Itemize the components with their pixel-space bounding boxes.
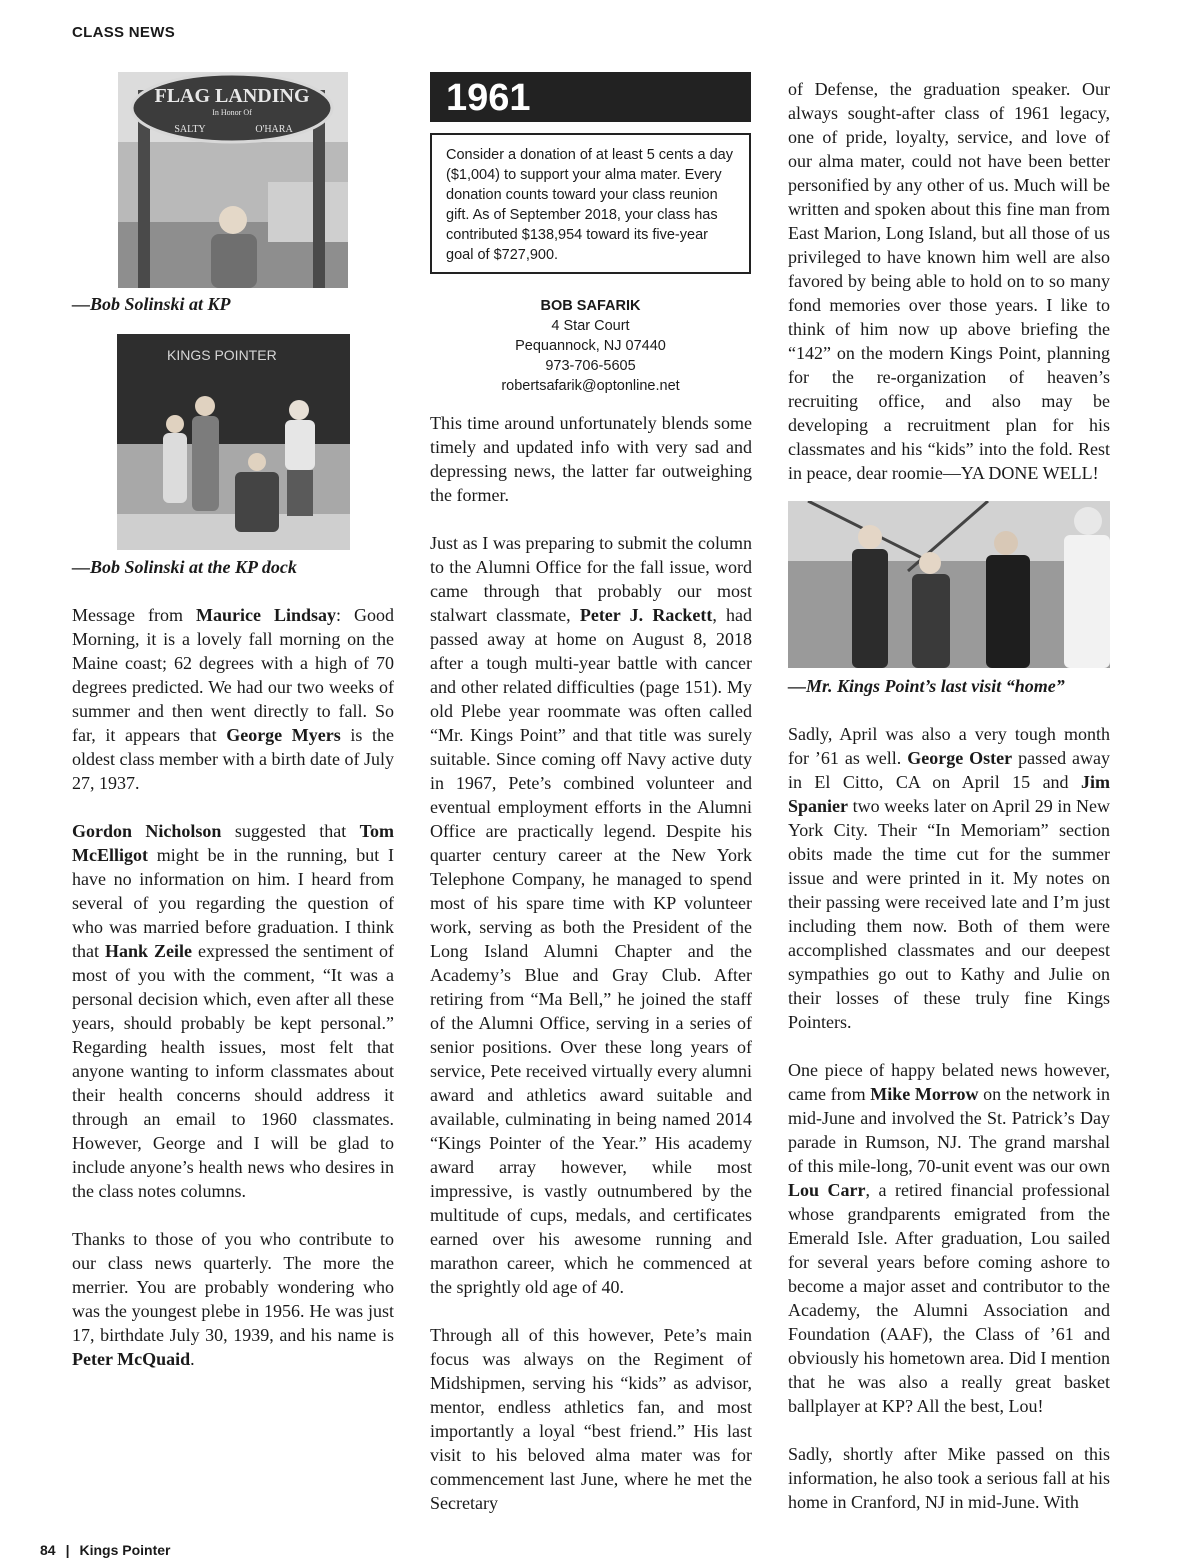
contact-email[interactable]: robertsafarik@optonline.net	[501, 378, 680, 394]
photo-last-visit	[788, 501, 1110, 668]
donation-box: Consider a donation of at least 5 cents a day ($1,004) to support your alma mater. Every donation counts toward your class reunion gift. As of September 2018, your class has contributed $138,954 toward its five-year goal of $727,900.	[430, 133, 751, 274]
column-1-text	[72, 603, 394, 1395]
contact-phone: 973-706-5605	[545, 358, 636, 374]
class-year-heading: 1961	[430, 72, 751, 122]
page-number: 84	[40, 1542, 56, 1558]
sign-right-text: O'HARA	[255, 124, 293, 135]
sign-title: FLAG LANDING	[154, 85, 310, 107]
sign-left-text: SALTY	[174, 124, 206, 135]
column-3-top-text	[788, 77, 1110, 509]
caption-last-visit: —Mr. Kings Point’s last visit “home”	[788, 676, 1065, 696]
class-contact	[430, 296, 751, 396]
photo-kp-dock	[117, 334, 350, 550]
sign-subtitle: In Honor Of	[212, 108, 252, 117]
ship-name: KINGS POINTER	[167, 347, 277, 363]
paragraph-lou-carr: One piece of happy belated news however, came from Mike Morrow on the network in mid-June and involved the St. Patrick’s Day parade in Rumson, NJ. The grand marshal of this mile-long, 70-unit event was our own Lou Carr, a retired financial professional whose grandparents emigrated from the Emerald Isle. After graduation, Lou sailed for several years before coming ashore to become a major asset and contributor to the Academy, the Alumni Association and Foundation (AAF), the Class of ’61 and obviously his hometown area. Did I mention that he was also a really great basket ballplayer at KP? All the best, Lou!	[788, 1060, 1110, 1416]
paragraph-peter-rackett: Just as I was preparing to submit the column to the Alumni Office for the fall issue, word came through that probably our most stalwart classmate, Peter J. Rackett, had passed away at home on August 8, 2018 after a tough multi-year battle with cancer and other related difficulties (page 151). My old Plebe year roommate was often called “Mr. Kings Point” and that title was surely suitable. Since coming off Navy active duty in 1967, Pete’s combined volunteer and eventual employment efforts in the Alumni Office are practically legend. Despite his quarter century career at the New York Telephone Company, he managed to spend most of his spare time with KP volunteer work, serving as both the President of the Long Island Alumni Chapter and the Academy’s Blue and Gray Club. After retiring from “Ma Bell,” he joined the staff of the Alumni Office, serving in a series of senior positions. Over these long years of service, Pete received virtually every alumni award and athletics award suitable and available, culminating in being named 2014 “Kings Pointer of the Year.” His academy award array however, while most impressive, is vastly outnumbered by the multitude of cups, medals, and certificates earned over his awesome running and marathon career, which he commenced at the sprightly old age of 40.	[430, 533, 752, 1297]
paragraph-intro: This time around unfortunately blends some timely and updated info with very sad and depressing news, the latter far outweighing the former.	[430, 413, 752, 505]
page-footer	[40, 1542, 171, 1558]
contact-name: BOB SAFARIK	[540, 298, 641, 314]
contact-street: 4 Star Court	[551, 318, 630, 334]
footer-separator: |	[65, 1542, 70, 1558]
paragraph-gordon-nicholson: Gordon Nicholson suggested that Tom McElligot might be in the running, but I have no information on him. I heard from several of you regarding the question of who was married before graduation. I think that Hank Zeile expressed the sentiment of most of you with the comment, “It was a personal decision which, even after all these years, should probably be kept personal.” Regarding health issues, most felt that anyone wanting to inform classmates about their health concerns should address it through an email to 1960 classmates. However, George and I will be glad to include anyone’s health news who desires in the class notes columns.	[72, 821, 394, 1201]
section-label: CLASS NEWS	[72, 24, 176, 41]
person-body	[211, 234, 257, 288]
caption-kp-dock: —Bob Solinski at the KP dock	[72, 557, 297, 577]
column-3-bottom-text	[788, 722, 1110, 1538]
photo-flag-landing	[118, 72, 348, 288]
paragraph-maurice-lindsay: Message from Maurice Lindsay: Good Morning, it is a lovely fall morning on the Maine coast; 62 degrees with a high of 70 degrees predicted. We had our two weeks of summer and then went directly to fall. So far, it appears that George Myers is the oldest class member with a birth date of July 27, 1937.	[72, 605, 394, 793]
contact-city: Pequannock, NJ 07440	[515, 338, 666, 354]
paragraph-regiment: Through all of this however, Pete’s main focus was always on the Regiment of Midshipmen, serving his “kids” as advisor, mentor, endless athletics fan, and most importantly a loyal “best friend.” His last visit to his beloved alma mater was for commencement last June, where he met the Secretary	[430, 1325, 752, 1513]
paragraph-mike-fall: Sadly, shortly after Mike passed on this information, he also took a serious fall at his home in Cranford, NJ in mid-June. With	[788, 1444, 1110, 1512]
publication-name: Kings Pointer	[79, 1542, 171, 1558]
paragraph-april: Sadly, April was also a very tough month for ’61 as well. George Oster passed away in El Citto, CA on April 15 and Jim Spanier two weeks later on April 29 in New York City. Their “In Memoriam” section obits made the time cut for the summer issue and were printed in it. My notes on their passing were received late and I’m just including them now. Both of them were accomplished classmates and our deepest sympathies go out to Kathy and Julie on their losses of these truly fine Kings Pointers.	[788, 724, 1111, 1032]
person-head	[219, 206, 247, 234]
caption-flag-landing: —Bob Solinski at KP	[72, 294, 231, 314]
paragraph-secretary-defense: of Defense, the graduation speaker. Our always sought-after class of 1961 legacy, one of pride, loyalty, service, and love of our alma mater, could not have been better personified by any other of us. Much will be written and spoken about this fine man from East Marion, Long Island, but all those of us privileged to have known him well are also favored by being able to hold on to so many fond memories over those years. I like to think of him now up above briefing the “142” on the modern Kings Point, planning for the re-organization of heaven’s recruiting office, and also may be developing a recruitment plan for his classmates and his “kids” into the fold. Rest in peace, dear roomie—YA DONE WELL!	[788, 79, 1110, 483]
column-2-text	[430, 411, 752, 1539]
paragraph-youngest-plebe: Thanks to those of you who contribute to our class news quarterly. The more the merrier. You are probably wondering who was the youngest plebe in 1956. He was just 17, birthdate July 30, 1939, and his name is Peter McQuaid.	[72, 1229, 394, 1369]
